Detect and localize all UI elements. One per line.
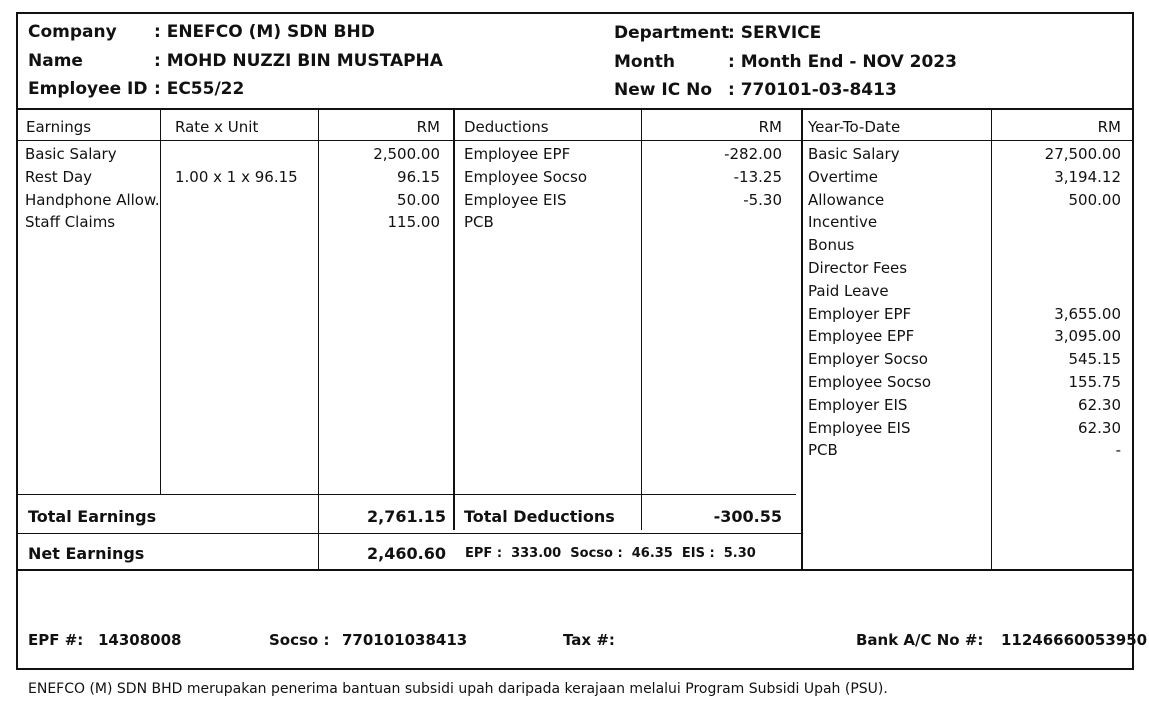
header-divider xyxy=(18,108,1132,110)
ytd-row-label: Overtime xyxy=(808,167,878,186)
ytd-row-amount: 155.75 xyxy=(1068,372,1121,391)
deduction-row-amount: -5.30 xyxy=(743,190,782,209)
ytd-column-line xyxy=(801,110,803,569)
body-bottom-divider xyxy=(18,569,1132,571)
ytd-header: Year-To-Date xyxy=(808,118,901,136)
epf-number-label: EPF #: xyxy=(28,631,84,649)
ytd-row-amount: 545.15 xyxy=(1068,350,1121,369)
deductions-header: Deductions xyxy=(464,118,549,136)
name-value: : MOHD NUZZI BIN MUSTAPHA xyxy=(154,51,443,71)
employer-contribution: EPF : 333.00 Socso : 46.35 EIS : 5.30 xyxy=(465,546,756,561)
ytd-row-label: Bonus xyxy=(808,236,855,255)
ytd-row-label: Employer EIS xyxy=(808,395,908,414)
ytd-amount-line xyxy=(991,110,992,569)
net-earnings-label: Net Earnings xyxy=(28,544,145,563)
ytd-row-label: PCB xyxy=(808,441,838,460)
deduction-row-amount: -282.00 xyxy=(724,145,782,163)
total-earnings-label: Total Earnings xyxy=(28,507,157,526)
rate-header: Rate x Unit xyxy=(175,118,259,136)
earnings-row-rate xyxy=(175,143,315,166)
total-deductions-label: Total Deductions xyxy=(464,507,615,526)
bank-account-label: Bank A/C No #: xyxy=(856,631,984,649)
ytd-row-label: Director Fees xyxy=(808,258,908,277)
ytd-row-label: Incentive xyxy=(808,213,878,232)
ytd-row-amount: - xyxy=(1115,441,1121,460)
ytd-row-amount: 27,500.00 xyxy=(1044,145,1121,163)
earnings-rm-header: RM xyxy=(416,118,440,136)
ytd-row-amount xyxy=(994,234,1121,257)
total-deductions-value: -300.55 xyxy=(713,507,782,526)
department-label: Department xyxy=(614,23,730,43)
epf-number-value: 14308008 xyxy=(98,631,182,649)
ytd-row-amount: 62.30 xyxy=(1078,418,1121,437)
ytd-row-label: Basic Salary xyxy=(808,145,900,163)
company-value: : ENEFCO (M) SDN BHD xyxy=(154,22,375,42)
department-value: : SERVICE xyxy=(728,23,822,43)
earnings-row-rate: 1.00 x 1 x 96.15 xyxy=(175,167,298,186)
ytd-row-label: Employee Socso xyxy=(808,372,931,391)
ytd-rm-header: RM xyxy=(1097,118,1121,136)
deductions-column-line xyxy=(453,110,455,530)
ytd-row-label: Employer Socso xyxy=(808,350,928,369)
tax-number-label: Tax #: xyxy=(563,631,615,649)
payslip xyxy=(16,12,1148,670)
ytd-row-amount: 3,655.00 xyxy=(1054,304,1121,323)
ytd-row-amount xyxy=(994,211,1121,234)
deduction-row-label: Employee EPF xyxy=(464,145,571,163)
earnings-rates xyxy=(175,143,315,189)
earnings-header: Earnings xyxy=(26,118,92,136)
ytd-row-label: Employer EPF xyxy=(808,304,912,323)
ytd-row-amount xyxy=(994,257,1121,280)
total-earnings-value: 2,761.15 xyxy=(367,507,446,526)
deduction-row-label: Employee Socso xyxy=(464,167,587,186)
company-label: Company xyxy=(28,22,117,42)
deductions-rm-header: RM xyxy=(758,118,782,136)
earnings-row-label: Handphone Allow. xyxy=(25,190,160,209)
bank-account-value: 11246660053950 xyxy=(1001,631,1148,649)
totals-divider xyxy=(18,494,796,495)
earnings-row-label: Basic Salary xyxy=(25,145,117,163)
ytd-row-amount xyxy=(994,280,1121,303)
ytd-row-label: Allowance xyxy=(808,190,885,209)
ytd-row-amount: 62.30 xyxy=(1078,395,1121,414)
deduction-row-label: PCB xyxy=(464,213,494,232)
name-label: Name xyxy=(28,51,83,71)
ic-label: New IC No xyxy=(614,80,713,100)
column-header-divider xyxy=(18,140,1132,141)
employee-id-label: Employee ID xyxy=(28,79,148,99)
socso-number-value: 770101038413 xyxy=(342,631,468,649)
ic-value: : 770101-03-8413 xyxy=(728,80,897,100)
socso-number-label: Socso : xyxy=(269,631,330,649)
earnings-row-label: Staff Claims xyxy=(25,213,116,232)
deductions-amount-line xyxy=(641,110,642,530)
ytd-labels xyxy=(808,143,988,462)
ytd-row-label: Paid Leave xyxy=(808,281,889,300)
ytd-row-label: Employee EIS xyxy=(808,418,911,437)
deductions-amounts xyxy=(644,143,782,211)
ytd-row-amount: 3,095.00 xyxy=(1054,327,1121,346)
earnings-labels xyxy=(25,143,165,234)
month-label: Month xyxy=(614,52,675,72)
earnings-row-label: Rest Day xyxy=(25,167,93,186)
net-earnings-value: 2,460.60 xyxy=(367,544,446,563)
deduction-row-label: Employee EIS xyxy=(464,190,567,209)
month-value: : Month End - NOV 2023 xyxy=(728,52,957,72)
ytd-amounts xyxy=(994,143,1121,462)
psu-note: ENEFCO (M) SDN BHD merupakan penerima bantuan subsidi upah daripada kerajaan melalui Program Subsidi Upah (PSU). xyxy=(28,681,888,697)
deductions-labels xyxy=(464,143,634,234)
earnings-row-amount: 50.00 xyxy=(397,190,440,209)
deduction-row-amount: -13.25 xyxy=(733,167,782,186)
ytd-row-label: Employee EPF xyxy=(808,327,915,346)
earnings-row-amount: 2,500.00 xyxy=(373,145,440,163)
amount-column-line xyxy=(318,110,319,569)
earnings-row-amount: 115.00 xyxy=(387,213,440,232)
employee-id-value: : EC55/22 xyxy=(154,79,245,99)
ytd-row-amount: 3,194.12 xyxy=(1054,167,1121,186)
net-divider xyxy=(18,533,802,534)
earnings-row-amount: 96.15 xyxy=(397,167,440,186)
earnings-amounts xyxy=(320,143,440,234)
ytd-row-amount: 500.00 xyxy=(1068,190,1121,209)
